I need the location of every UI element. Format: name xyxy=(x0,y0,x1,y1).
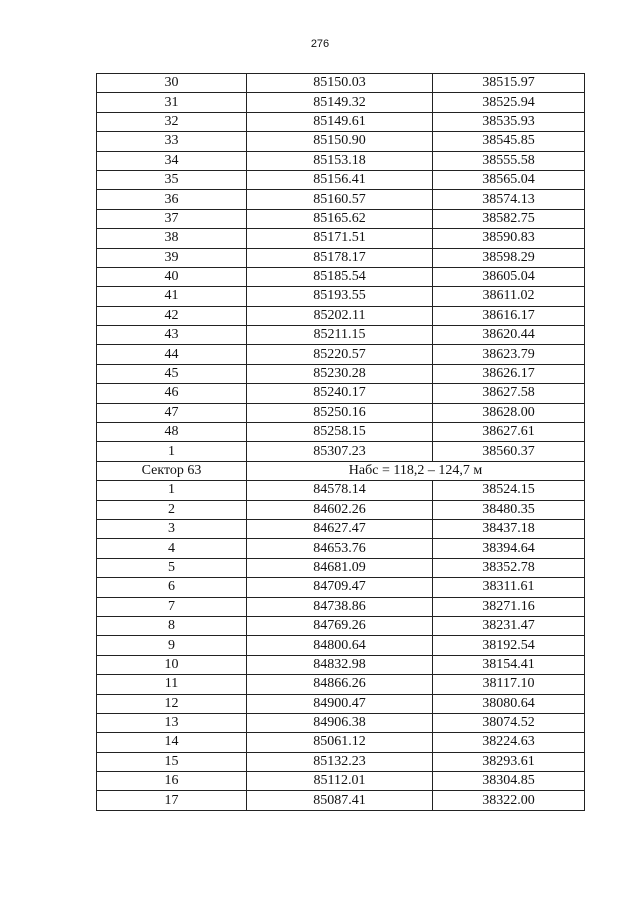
point-number-cell: 16 xyxy=(97,772,247,791)
sector-label: Сектор 63 xyxy=(97,461,247,480)
table-row xyxy=(97,93,585,112)
point-number-cell: 48 xyxy=(97,423,247,442)
table-row xyxy=(97,752,585,771)
x-coordinate-cell: 85160.57 xyxy=(247,190,433,209)
point-number-cell: 43 xyxy=(97,326,247,345)
point-number-cell: 33 xyxy=(97,132,247,151)
page-number: 276 xyxy=(310,38,330,50)
x-coordinate-cell: 85149.32 xyxy=(247,93,433,112)
point-number-cell: 32 xyxy=(97,112,247,131)
y-coordinate-cell: 38322.00 xyxy=(433,791,585,810)
point-number-cell: 44 xyxy=(97,345,247,364)
y-coordinate-cell: 38271.16 xyxy=(433,597,585,616)
point-number-cell: 30 xyxy=(97,74,247,93)
y-coordinate-cell: 38590.83 xyxy=(433,229,585,248)
point-number-cell: 37 xyxy=(97,209,247,228)
y-coordinate-cell: 38293.61 xyxy=(433,752,585,771)
x-coordinate-cell: 84681.09 xyxy=(247,558,433,577)
y-coordinate-cell: 38545.85 xyxy=(433,132,585,151)
point-number-cell: 46 xyxy=(97,384,247,403)
y-coordinate-cell: 38080.64 xyxy=(433,694,585,713)
x-coordinate-cell: 84900.47 xyxy=(247,694,433,713)
point-number-cell: 35 xyxy=(97,170,247,189)
x-coordinate-cell: 85211.15 xyxy=(247,326,433,345)
table-row xyxy=(97,539,585,558)
x-coordinate-cell: 84578.14 xyxy=(247,481,433,500)
point-number-cell: 10 xyxy=(97,655,247,674)
x-coordinate-cell: 85220.57 xyxy=(247,345,433,364)
x-coordinate-cell: 85250.16 xyxy=(247,403,433,422)
table-row xyxy=(97,675,585,694)
point-number-cell: 1 xyxy=(97,481,247,500)
point-number-cell: 38 xyxy=(97,229,247,248)
table-row xyxy=(97,791,585,810)
x-coordinate-cell: 85149.61 xyxy=(247,112,433,131)
coordinates-table xyxy=(96,73,585,811)
point-number-cell: 14 xyxy=(97,733,247,752)
x-coordinate-cell: 84709.47 xyxy=(247,578,433,597)
table-row xyxy=(97,248,585,267)
x-coordinate-cell: 84653.76 xyxy=(247,539,433,558)
point-number-cell: 40 xyxy=(97,267,247,286)
table-row xyxy=(97,267,585,286)
x-coordinate-cell: 85112.01 xyxy=(247,772,433,791)
point-number-cell: 2 xyxy=(97,500,247,519)
x-coordinate-cell: 85307.23 xyxy=(247,442,433,461)
y-coordinate-cell: 38565.04 xyxy=(433,170,585,189)
table-row xyxy=(97,132,585,151)
table-row xyxy=(97,578,585,597)
point-number-cell: 5 xyxy=(97,558,247,577)
sector-height-range: Набс = 118,2 – 124,7 м xyxy=(247,461,585,480)
y-coordinate-cell: 38611.02 xyxy=(433,287,585,306)
point-number-cell: 45 xyxy=(97,364,247,383)
y-coordinate-cell: 38192.54 xyxy=(433,636,585,655)
point-number-cell: 31 xyxy=(97,93,247,112)
point-number-cell: 1 xyxy=(97,442,247,461)
point-number-cell: 7 xyxy=(97,597,247,616)
y-coordinate-cell: 38627.58 xyxy=(433,384,585,403)
y-coordinate-cell: 38555.58 xyxy=(433,151,585,170)
y-coordinate-cell: 38582.75 xyxy=(433,209,585,228)
point-number-cell: 9 xyxy=(97,636,247,655)
point-number-cell: 8 xyxy=(97,616,247,635)
y-coordinate-cell: 38620.44 xyxy=(433,326,585,345)
table-row xyxy=(97,597,585,616)
y-coordinate-cell: 38224.63 xyxy=(433,733,585,752)
table-row xyxy=(97,713,585,732)
table-row xyxy=(97,733,585,752)
y-coordinate-cell: 38623.79 xyxy=(433,345,585,364)
point-number-cell: 3 xyxy=(97,519,247,538)
y-coordinate-cell: 38627.61 xyxy=(433,423,585,442)
table-row xyxy=(97,423,585,442)
point-number-cell: 4 xyxy=(97,539,247,558)
x-coordinate-cell: 85150.03 xyxy=(247,74,433,93)
point-number-cell: 34 xyxy=(97,151,247,170)
table-row xyxy=(97,209,585,228)
coordinates-table-body xyxy=(97,74,585,811)
table-row xyxy=(97,442,585,461)
y-coordinate-cell: 38626.17 xyxy=(433,364,585,383)
x-coordinate-cell: 85150.90 xyxy=(247,132,433,151)
point-number-cell: 17 xyxy=(97,791,247,810)
x-coordinate-cell: 85258.15 xyxy=(247,423,433,442)
table-row xyxy=(97,655,585,674)
y-coordinate-cell: 38231.47 xyxy=(433,616,585,635)
y-coordinate-cell: 38605.04 xyxy=(433,267,585,286)
table-row xyxy=(97,636,585,655)
table-row xyxy=(97,229,585,248)
table-row xyxy=(97,519,585,538)
x-coordinate-cell: 85132.23 xyxy=(247,752,433,771)
x-coordinate-cell: 85178.17 xyxy=(247,248,433,267)
table-row xyxy=(97,190,585,209)
y-coordinate-cell: 38628.00 xyxy=(433,403,585,422)
point-number-cell: 13 xyxy=(97,713,247,732)
x-coordinate-cell: 85240.17 xyxy=(247,384,433,403)
table-row xyxy=(97,112,585,131)
point-number-cell: 36 xyxy=(97,190,247,209)
y-coordinate-cell: 38574.13 xyxy=(433,190,585,209)
y-coordinate-cell: 38304.85 xyxy=(433,772,585,791)
table-row xyxy=(97,694,585,713)
table-row xyxy=(97,616,585,635)
point-number-cell: 11 xyxy=(97,675,247,694)
x-coordinate-cell: 84866.26 xyxy=(247,675,433,694)
table-row xyxy=(97,345,585,364)
table-row xyxy=(97,481,585,500)
table-row xyxy=(97,170,585,189)
x-coordinate-cell: 84738.86 xyxy=(247,597,433,616)
table-row xyxy=(97,772,585,791)
x-coordinate-cell: 85061.12 xyxy=(247,733,433,752)
point-number-cell: 47 xyxy=(97,403,247,422)
sector-header-row xyxy=(97,461,585,480)
y-coordinate-cell: 38515.97 xyxy=(433,74,585,93)
table-row xyxy=(97,364,585,383)
table-row xyxy=(97,558,585,577)
x-coordinate-cell: 85202.11 xyxy=(247,306,433,325)
x-coordinate-cell: 84906.38 xyxy=(247,713,433,732)
x-coordinate-cell: 85165.62 xyxy=(247,209,433,228)
y-coordinate-cell: 38352.78 xyxy=(433,558,585,577)
y-coordinate-cell: 38525.94 xyxy=(433,93,585,112)
table-row xyxy=(97,306,585,325)
table-row xyxy=(97,384,585,403)
table-row xyxy=(97,326,585,345)
x-coordinate-cell: 84832.98 xyxy=(247,655,433,674)
y-coordinate-cell: 38598.29 xyxy=(433,248,585,267)
y-coordinate-cell: 38117.10 xyxy=(433,675,585,694)
x-coordinate-cell: 85153.18 xyxy=(247,151,433,170)
y-coordinate-cell: 38437.18 xyxy=(433,519,585,538)
x-coordinate-cell: 85171.51 xyxy=(247,229,433,248)
y-coordinate-cell: 38524.15 xyxy=(433,481,585,500)
point-number-cell: 39 xyxy=(97,248,247,267)
point-number-cell: 42 xyxy=(97,306,247,325)
x-coordinate-cell: 84627.47 xyxy=(247,519,433,538)
x-coordinate-cell: 84769.26 xyxy=(247,616,433,635)
table-row xyxy=(97,500,585,519)
y-coordinate-cell: 38535.93 xyxy=(433,112,585,131)
table-row xyxy=(97,151,585,170)
point-number-cell: 12 xyxy=(97,694,247,713)
table-row xyxy=(97,403,585,422)
y-coordinate-cell: 38311.61 xyxy=(433,578,585,597)
x-coordinate-cell: 85193.55 xyxy=(247,287,433,306)
point-number-cell: 41 xyxy=(97,287,247,306)
x-coordinate-cell: 84800.64 xyxy=(247,636,433,655)
y-coordinate-cell: 38394.64 xyxy=(433,539,585,558)
point-number-cell: 15 xyxy=(97,752,247,771)
x-coordinate-cell: 85230.28 xyxy=(247,364,433,383)
y-coordinate-cell: 38154.41 xyxy=(433,655,585,674)
y-coordinate-cell: 38480.35 xyxy=(433,500,585,519)
x-coordinate-cell: 85156.41 xyxy=(247,170,433,189)
y-coordinate-cell: 38616.17 xyxy=(433,306,585,325)
x-coordinate-cell: 85185.54 xyxy=(247,267,433,286)
y-coordinate-cell: 38560.37 xyxy=(433,442,585,461)
point-number-cell: 6 xyxy=(97,578,247,597)
table-row xyxy=(97,287,585,306)
x-coordinate-cell: 85087.41 xyxy=(247,791,433,810)
table-row xyxy=(97,74,585,93)
x-coordinate-cell: 84602.26 xyxy=(247,500,433,519)
y-coordinate-cell: 38074.52 xyxy=(433,713,585,732)
